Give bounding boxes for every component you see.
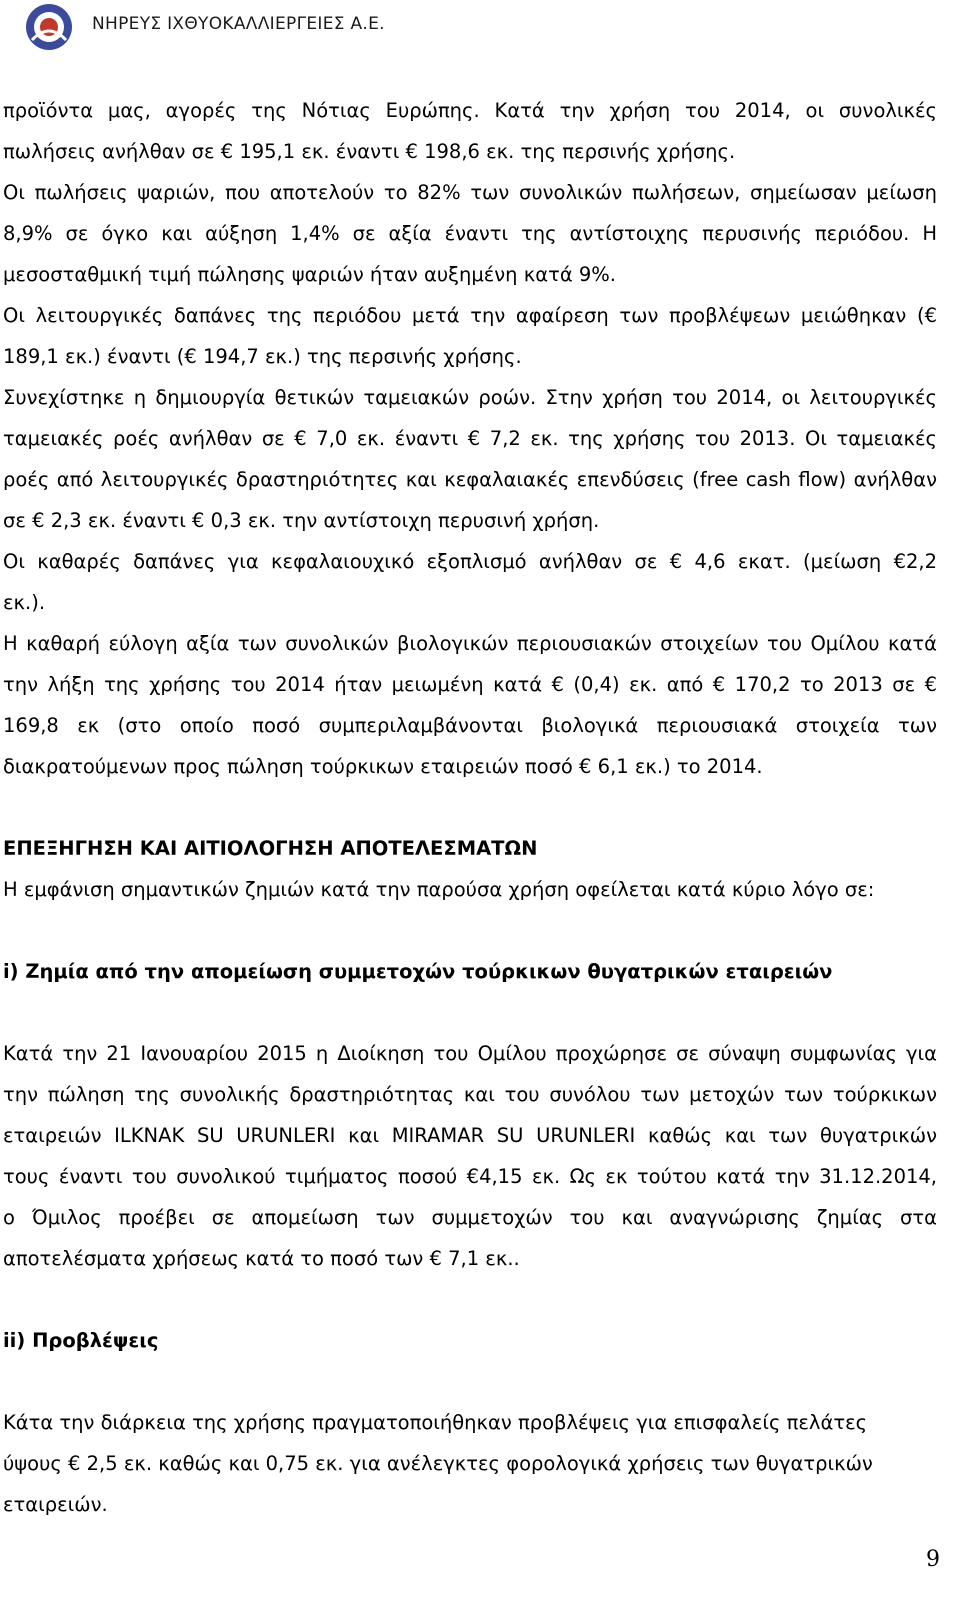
page-number: 9	[926, 1547, 940, 1572]
body-line: διακρατούμενων προς πώληση τούρκικων εταιρειών ποσό € 6,1 εκ.) το 2014.	[3, 755, 763, 778]
page-header	[0, 0, 960, 60]
company-logo-icon	[24, 2, 74, 52]
body-line: Κάτα την διάρκεια της χρήσης πραγματοποιήθηκαν προβλέψεις για επισφαλείς πελάτες	[3, 1411, 868, 1434]
body-line: Συνεχίστηκε η δημιουργία θετικών ταμειακών ροών. Στην χρήση του 2014, οι λειτουργικές	[3, 386, 937, 409]
body-line: σε € 2,3 εκ. έναντι € 0,3 εκ. την αντίστοιχη περυσινή χρήση.	[3, 509, 600, 532]
body-line: πωλήσεις ανήλθαν σε € 195,1 εκ. έναντι € 198,6 εκ. της περσινής χρήσης.	[3, 140, 736, 163]
document-body	[3, 90, 937, 1525]
body-line: την λήξη της χρήσης του 2014 ήταν μειωμένη κατά € (0,4) εκ. από € 170,2 το 2013 σε €	[3, 673, 937, 696]
body-line: Οι πωλήσεις ψαριών, που αποτελούν το 82% των συνολικών πωλήσεων, σημείωσαν μείωση	[3, 181, 937, 204]
spacer	[3, 992, 937, 1033]
body-line: τους έναντι του συνολικού τιμήματος ποσού €4,15 εκ. Ως εκ τούτου κατά την 31.12.2014,	[3, 1165, 937, 1188]
body-line: εταιρειών ILKNAK SU URUNLERI και MIRAMAR SU URUNLERI καθώς και των θυγατρικών	[3, 1124, 937, 1147]
body-line: Κατά την 21 Ιανουαρίου 2015 η Διοίκηση του Ομίλου προχώρησε σε σύναψη συμφωνίας για	[3, 1042, 937, 1065]
subsection-heading: i) Ζημία από την απομείωση συμμετοχών τούρκικων θυγατρικών εταιρειών	[3, 960, 833, 983]
company-name: ΝΗΡΕΥΣ ΙΧΘΥΟΚΑΛΛΙΕΡΓΕΙΕΣ Α.Ε.	[92, 14, 385, 34]
body-line: 169,8 εκ (στο οποίο ποσό συμπεριλαμβάνονται βιολογικά περιουσιακά στοιχεία των	[3, 714, 937, 737]
body-line: Οι λειτουργικές δαπάνες της περιόδου μετά την αφαίρεση των προβλέψεων μειώθηκαν (€	[3, 304, 937, 327]
body-line: μεσοσταθμική τιμή πώλησης ψαριών ήταν αυξημένη κατά 9%.	[3, 263, 617, 286]
body-line: προϊόντα μας, αγορές της Νότιας Ευρώπης. Κατά την χρήση του 2014, οι συνολικές	[3, 99, 937, 122]
spacer	[3, 1361, 937, 1402]
section-heading: ΕΠΕΞΗΓΗΣΗ ΚΑΙ ΑΙΤΙΟΛΟΓΗΣΗ ΑΠΟΤΕΛΕΣΜΑΤΩΝ	[3, 837, 538, 860]
spacer	[3, 787, 937, 828]
body-line: Οι καθαρές δαπάνες για κεφαλαιουχικό εξοπλισμό ανήλθαν σε € 4,6 εκατ. (μείωση €2,2	[3, 550, 937, 573]
body-line: 189,1 εκ.) έναντι (€ 194,7 εκ.) της περσινής χρήσης.	[3, 345, 522, 368]
body-line: αποτελέσματα χρήσεως κατά το ποσό των € 7,1 εκ..	[3, 1247, 520, 1270]
body-line: εταιρειών.	[3, 1493, 108, 1516]
body-line: Η καθαρή εύλογη αξία των συνολικών βιολογικών περιουσιακών στοιχείων του Ομίλου κατά	[3, 632, 937, 655]
body-line: ροές από λειτουργικές δραστηριότητες και κεφαλαιακές επενδύσεις (free cash flow) ανήλθαν	[3, 468, 937, 491]
body-line: Η εμφάνιση σημαντικών ζημιών κατά την παρούσα χρήση οφείλεται κατά κύριο λόγο σε:	[3, 878, 875, 901]
spacer	[3, 1279, 937, 1320]
body-line: ύψους € 2,5 εκ. καθώς και 0,75 εκ. για ανέλεγκτες φορολογικά χρήσεις των θυγατρικών	[3, 1452, 873, 1475]
body-line: την πώληση της συνολικής δραστηριότητας και του συνόλου των μετοχών των τούρκικων	[3, 1083, 937, 1106]
body-line: ταμειακές ροές ανήλθαν σε € 7,0 εκ. έναντι € 7,2 εκ. της χρήσης του 2013. Οι ταμειακές	[3, 427, 937, 450]
body-line: ο Όμιλος προέβει σε απομείωση των συμμετοχών του και αναγνώρισης ζημίας στα	[3, 1206, 937, 1229]
subsection-heading: ii) Προβλέψεις	[3, 1329, 159, 1352]
spacer	[3, 910, 937, 951]
body-line: εκ.).	[3, 591, 46, 614]
body-line: 8,9% σε όγκο και αύξηση 1,4% σε αξία έναντι της αντίστοιχης περυσινής περιόδου. Η	[3, 222, 937, 245]
